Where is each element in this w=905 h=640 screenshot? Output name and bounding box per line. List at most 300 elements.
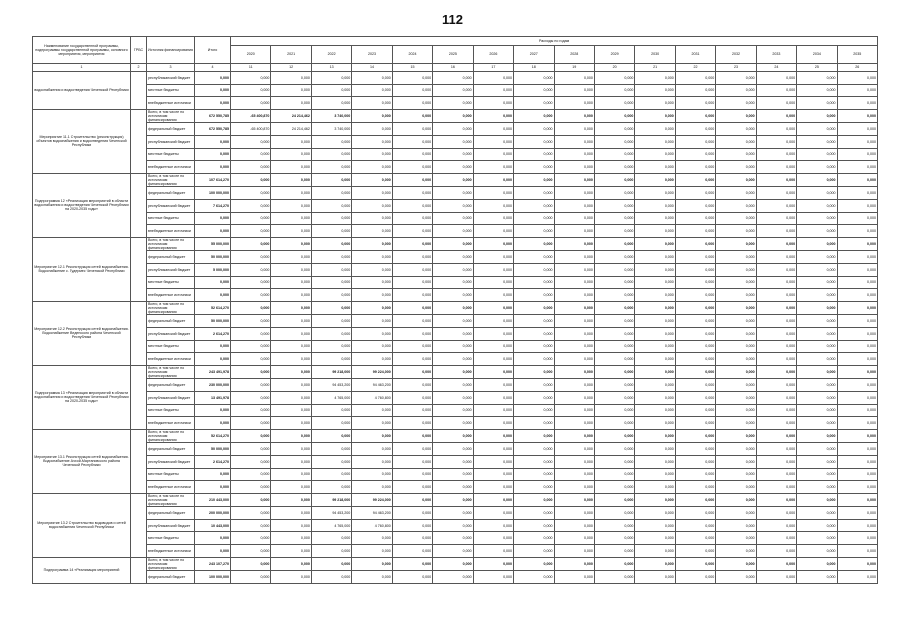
row-year-value: 0,000: [756, 481, 796, 494]
row-year-value: 0,000: [594, 187, 634, 200]
row-total: 243 107,270: [195, 557, 231, 571]
row-year-value: 0,000: [271, 468, 311, 481]
row-year-value: 0,000: [716, 135, 756, 148]
column-number: 3: [147, 64, 195, 72]
row-year-value: 0,000: [392, 481, 432, 494]
row-year-value: -65 400,870: [231, 123, 271, 136]
row-year-value: 0,000: [675, 455, 715, 468]
row-year-value: 0,000: [392, 519, 432, 532]
row-group-name: Подпрограмма 12 «Реализация мероприятий в области водоснабжения и водоотведения Чеченской Республики на 2020-2035 годы»: [33, 173, 131, 237]
row-year-value: 0,000: [675, 84, 715, 97]
row-total: 2 614,270: [195, 455, 231, 468]
row-source: Всего, в том числе по источникам финансирования: [147, 557, 195, 571]
row-year-value: 0,000: [473, 72, 513, 85]
row-year-value: 0,000: [554, 173, 594, 187]
row-year-value: 0,000: [837, 199, 877, 212]
row-year-value: 0,000: [514, 417, 554, 430]
row-year-value: 0,000: [716, 109, 756, 123]
row-year-value: 0,000: [352, 161, 392, 174]
table-row: [33, 571, 878, 584]
row-year-value: 0,000: [514, 429, 554, 443]
row-year-value: 0,000: [352, 532, 392, 545]
row-year-value: 0,000: [756, 187, 796, 200]
row-year-value: 0,000: [797, 263, 837, 276]
row-year-value: 0,000: [756, 429, 796, 443]
row-year-value: 0,000: [675, 340, 715, 353]
row-year-value: 0,000: [352, 72, 392, 85]
row-source: Всего, в том числе по источникам финансирования: [147, 109, 195, 123]
row-year-value: 0,000: [271, 340, 311, 353]
row-year-value: 0,000: [433, 161, 473, 174]
row-year-value: 0,000: [716, 187, 756, 200]
row-year-value: 0,000: [311, 276, 351, 289]
header-year: 2024: [392, 46, 432, 64]
row-year-value: 0,000: [231, 148, 271, 161]
row-year-value: 0,000: [514, 161, 554, 174]
row-year-value: 0,000: [837, 545, 877, 558]
row-year-value: 0,000: [554, 263, 594, 276]
row-total: 0,000: [195, 353, 231, 366]
row-group-name: Мероприятие 12.1 Реконструкция сетей водоснабжения. Водоснабжение с. Гудермес Чеченской Республики: [33, 237, 131, 301]
row-year-value: 0,000: [837, 212, 877, 225]
table-row: [33, 225, 878, 238]
column-number: 20: [594, 64, 634, 72]
row-year-value: 0,000: [473, 251, 513, 264]
row-year-value: 0,000: [392, 532, 432, 545]
row-year-value: 0,000: [837, 340, 877, 353]
row-year-value: 0,000: [231, 443, 271, 456]
row-source: местные бюджеты: [147, 532, 195, 545]
row-year-value: 0,000: [797, 468, 837, 481]
row-year-value: 0,000: [594, 340, 634, 353]
row-year-value: 0,000: [756, 123, 796, 136]
header-numbers-row: [33, 64, 878, 72]
row-year-value: 0,000: [594, 148, 634, 161]
row-year-value: 0,000: [352, 173, 392, 187]
row-year-value: 0,000: [352, 135, 392, 148]
row-year-value: 0,000: [837, 532, 877, 545]
row-total: 2 614,270: [195, 327, 231, 340]
row-year-value: 0,000: [392, 289, 432, 302]
row-year-value: 0,000: [352, 429, 392, 443]
row-year-value: 0,000: [594, 84, 634, 97]
row-year-value: 0,000: [473, 263, 513, 276]
row-year-value: 0,000: [311, 237, 351, 251]
row-year-value: 0,000: [311, 148, 351, 161]
table-row: [33, 263, 878, 276]
row-year-value: 0,000: [594, 455, 634, 468]
row-year-value: 0,000: [837, 251, 877, 264]
row-year-value: 0,000: [675, 417, 715, 430]
row-year-value: 0,000: [554, 532, 594, 545]
row-year-value: 0,000: [392, 507, 432, 520]
row-year-value: 0,000: [514, 84, 554, 97]
row-year-value: 0,000: [311, 353, 351, 366]
row-year-value: 0,000: [716, 276, 756, 289]
row-group-name: Мероприятие 11.1 Строительство (реконструкция) объектов водоснабжения и водоотведения Чеченской Республики: [33, 109, 131, 173]
row-year-value: 0,000: [271, 276, 311, 289]
row-source: местные бюджеты: [147, 468, 195, 481]
row-year-value: 0,000: [392, 173, 432, 187]
table-row: [33, 237, 878, 251]
budget-table-sheet: [32, 36, 878, 640]
row-year-value: 0,000: [635, 429, 675, 443]
header-total: Итого: [195, 37, 231, 64]
row-year-value: 0,000: [433, 199, 473, 212]
table-row: [33, 109, 878, 123]
row-total: 5 000,000: [195, 263, 231, 276]
row-year-value: 0,000: [514, 379, 554, 392]
row-year-value: 0,000: [756, 379, 796, 392]
row-year-value: 0,000: [635, 315, 675, 328]
row-year-value: 99 218,000: [311, 365, 351, 379]
row-grbs: [131, 493, 147, 557]
row-year-value: 0,000: [271, 545, 311, 558]
row-year-value: 0,000: [473, 455, 513, 468]
row-year-value: 0,000: [554, 301, 594, 315]
row-year-value: 0,000: [392, 571, 432, 584]
row-year-value: 0,000: [837, 519, 877, 532]
row-source: внебюджетные источники: [147, 225, 195, 238]
table-row: [33, 315, 878, 328]
row-year-value: 0,000: [352, 545, 392, 558]
row-year-value: 0,000: [635, 532, 675, 545]
row-year-value: 0,000: [554, 417, 594, 430]
row-year-value: 0,000: [756, 493, 796, 507]
row-year-value: 0,000: [514, 507, 554, 520]
row-year-value: 0,000: [594, 353, 634, 366]
row-year-value: 0,000: [675, 109, 715, 123]
row-year-value: 0,000: [635, 340, 675, 353]
row-year-value: 0,000: [756, 404, 796, 417]
row-year-value: 0,000: [716, 199, 756, 212]
row-year-value: 0,000: [837, 276, 877, 289]
row-year-value: 0,000: [594, 557, 634, 571]
row-year-value: 0,000: [231, 135, 271, 148]
row-year-value: 0,000: [473, 429, 513, 443]
row-year-value: 0,000: [352, 327, 392, 340]
row-year-value: 0,000: [473, 109, 513, 123]
row-year-value: 0,000: [635, 417, 675, 430]
row-year-value: 0,000: [514, 109, 554, 123]
row-year-value: 0,000: [675, 315, 715, 328]
row-year-value: 0,000: [514, 365, 554, 379]
row-year-value: 0,000: [231, 263, 271, 276]
row-year-value: 0,000: [231, 379, 271, 392]
row-year-value: 0,000: [433, 148, 473, 161]
row-year-value: 0,000: [433, 379, 473, 392]
column-number: 15: [392, 64, 432, 72]
row-year-value: 0,000: [271, 72, 311, 85]
row-year-value: 0,000: [675, 365, 715, 379]
column-number: 23: [716, 64, 756, 72]
row-source: Всего, в том числе по источникам финансирования: [147, 365, 195, 379]
row-year-value: 0,000: [352, 353, 392, 366]
row-year-value: 0,000: [716, 507, 756, 520]
row-source: Всего, в том числе по источникам финансирования: [147, 237, 195, 251]
row-year-value: 0,000: [756, 72, 796, 85]
row-year-value: 0,000: [433, 225, 473, 238]
row-total: 50 000,000: [195, 315, 231, 328]
row-year-value: 0,000: [594, 391, 634, 404]
row-year-value: 0,000: [797, 532, 837, 545]
table-row: [33, 443, 878, 456]
row-year-value: 0,000: [594, 532, 634, 545]
row-year-value: 0,000: [231, 327, 271, 340]
row-year-value: 0,000: [675, 301, 715, 315]
row-year-value: 0,000: [271, 455, 311, 468]
row-year-value: 0,000: [514, 315, 554, 328]
row-year-value: 0,000: [756, 571, 796, 584]
row-year-value: 0,000: [756, 289, 796, 302]
row-year-value: 0,000: [271, 199, 311, 212]
row-year-value: 0,000: [473, 276, 513, 289]
row-year-value: 94 453,200: [311, 379, 351, 392]
table-row: [33, 276, 878, 289]
row-year-value: 0,000: [311, 557, 351, 571]
row-year-value: 0,000: [837, 109, 877, 123]
row-year-value: 0,000: [514, 353, 554, 366]
row-year-value: 0,000: [473, 545, 513, 558]
row-year-value: 0,000: [514, 481, 554, 494]
row-year-value: 0,000: [311, 455, 351, 468]
row-year-value: 0,000: [433, 507, 473, 520]
row-year-value: 0,000: [837, 301, 877, 315]
row-year-value: 0,000: [756, 161, 796, 174]
row-year-value: 0,000: [675, 72, 715, 85]
row-year-value: 0,000: [635, 289, 675, 302]
row-group-name: Мероприятие 12.2 Реконструкция сетей водоснабжения. Водоснабжение Веденского района Чеченской Республики: [33, 301, 131, 365]
row-year-value: 0,000: [231, 365, 271, 379]
row-year-value: 0,000: [473, 301, 513, 315]
row-total: 0,000: [195, 225, 231, 238]
column-number: 11: [231, 64, 271, 72]
row-year-value: 0,000: [797, 225, 837, 238]
row-year-value: 0,000: [635, 404, 675, 417]
row-year-value: 0,000: [675, 391, 715, 404]
table-row: [33, 493, 878, 507]
row-year-value: 0,000: [352, 225, 392, 238]
row-year-value: 0,000: [594, 507, 634, 520]
row-year-value: 0,000: [837, 455, 877, 468]
row-year-value: 0,000: [271, 289, 311, 302]
row-year-value: 0,000: [231, 289, 271, 302]
row-year-value: 0,000: [231, 301, 271, 315]
row-source: федеральный бюджет: [147, 251, 195, 264]
row-year-value: 0,000: [231, 225, 271, 238]
row-year-value: 0,000: [554, 493, 594, 507]
row-year-value: 0,000: [352, 571, 392, 584]
row-year-value: 0,000: [473, 212, 513, 225]
row-year-value: 0,000: [797, 417, 837, 430]
row-year-value: 3 740,000: [311, 109, 351, 123]
row-source: республиканский бюджет: [147, 72, 195, 85]
row-year-value: 0,000: [594, 135, 634, 148]
row-year-value: 0,000: [433, 315, 473, 328]
row-total: 107 614,270: [195, 173, 231, 187]
row-year-value: 0,000: [635, 84, 675, 97]
row-year-value: 0,000: [271, 173, 311, 187]
row-year-value: 0,000: [635, 493, 675, 507]
row-year-value: 0,000: [231, 493, 271, 507]
table-row: [33, 251, 878, 264]
row-year-value: 99 224,000: [352, 493, 392, 507]
row-year-value: 0,000: [756, 417, 796, 430]
row-year-value: 0,000: [433, 481, 473, 494]
row-year-value: 0,000: [392, 365, 432, 379]
row-total: 243 491,978: [195, 365, 231, 379]
row-year-value: 0,000: [352, 404, 392, 417]
header-year: 2020: [231, 46, 271, 64]
row-year-value: 0,000: [352, 123, 392, 136]
row-year-value: 0,000: [756, 468, 796, 481]
table-row: [33, 84, 878, 97]
row-year-value: 0,000: [797, 84, 837, 97]
row-year-value: 0,000: [675, 173, 715, 187]
header-year: 2034: [797, 46, 837, 64]
header-year: 2022: [311, 46, 351, 64]
page-number: 112: [442, 12, 463, 27]
row-total: 7 614,270: [195, 199, 231, 212]
row-year-value: 0,000: [635, 557, 675, 571]
row-year-value: 0,000: [271, 315, 311, 328]
row-year-value: 0,000: [756, 455, 796, 468]
header-source: Источник финансирования: [147, 37, 195, 64]
row-year-value: 0,000: [837, 557, 877, 571]
row-year-value: 0,000: [675, 468, 715, 481]
row-year-value: 0,000: [797, 173, 837, 187]
row-year-value: 0,000: [473, 571, 513, 584]
row-year-value: 0,000: [635, 481, 675, 494]
row-year-value: 0,000: [797, 135, 837, 148]
row-grbs: [131, 72, 147, 110]
header-years-caption: Расходы по годам: [231, 37, 878, 46]
row-year-value: 0,000: [231, 315, 271, 328]
row-year-value: 0,000: [514, 545, 554, 558]
header-year: 2025: [433, 46, 473, 64]
row-year-value: 0,000: [231, 532, 271, 545]
row-year-value: 0,000: [716, 417, 756, 430]
row-year-value: 0,000: [756, 173, 796, 187]
row-year-value: 0,000: [473, 353, 513, 366]
table-row: [33, 72, 878, 85]
row-year-value: 0,000: [473, 84, 513, 97]
row-year-value: 0,000: [594, 545, 634, 558]
row-year-value: 0,000: [635, 97, 675, 110]
row-total: 0,000: [195, 532, 231, 545]
row-year-value: 0,000: [271, 148, 311, 161]
row-year-value: 0,000: [837, 327, 877, 340]
row-year-value: 0,000: [231, 187, 271, 200]
row-source: местные бюджеты: [147, 212, 195, 225]
table-row: [33, 289, 878, 302]
row-year-value: 0,000: [311, 199, 351, 212]
row-year-value: 0,000: [311, 97, 351, 110]
row-year-value: 0,000: [392, 455, 432, 468]
row-year-value: 0,000: [554, 545, 594, 558]
row-year-value: 0,000: [675, 429, 715, 443]
row-year-value: 0,000: [271, 417, 311, 430]
row-year-value: 0,000: [311, 187, 351, 200]
row-year-value: 0,000: [675, 212, 715, 225]
row-year-value: 0,000: [311, 404, 351, 417]
row-year-value: 0,000: [433, 109, 473, 123]
row-year-value: 0,000: [271, 493, 311, 507]
row-source: местные бюджеты: [147, 404, 195, 417]
row-year-value: 0,000: [837, 135, 877, 148]
table-row: [33, 353, 878, 366]
column-number: 18: [514, 64, 554, 72]
row-year-value: 0,000: [635, 455, 675, 468]
row-year-value: 0,000: [594, 519, 634, 532]
row-year-value: 4 765,000: [311, 391, 351, 404]
budget-table: [32, 36, 878, 584]
row-year-value: 0,000: [231, 353, 271, 366]
row-year-value: 0,000: [837, 468, 877, 481]
row-year-value: 0,000: [352, 212, 392, 225]
row-year-value: 0,000: [554, 199, 594, 212]
row-year-value: 0,000: [473, 123, 513, 136]
row-year-value: 0,000: [271, 161, 311, 174]
row-year-value: 0,000: [756, 212, 796, 225]
row-year-value: 0,000: [675, 571, 715, 584]
row-year-value: 0,000: [231, 251, 271, 264]
row-year-value: 0,000: [231, 97, 271, 110]
row-year-value: 0,000: [756, 148, 796, 161]
row-year-value: 0,000: [433, 429, 473, 443]
row-year-value: 0,000: [594, 212, 634, 225]
row-year-value: 0,000: [635, 263, 675, 276]
row-year-value: 0,000: [594, 289, 634, 302]
row-year-value: 0,000: [716, 557, 756, 571]
row-year-value: 0,000: [473, 289, 513, 302]
row-year-value: 0,000: [271, 237, 311, 251]
row-year-value: 0,000: [756, 391, 796, 404]
row-year-value: 0,000: [675, 161, 715, 174]
row-year-value: 0,000: [635, 109, 675, 123]
row-year-value: 0,000: [756, 97, 796, 110]
row-year-value: 0,000: [675, 187, 715, 200]
row-source: внебюджетные источники: [147, 481, 195, 494]
row-year-value: 0,000: [352, 187, 392, 200]
row-year-value: 0,000: [392, 404, 432, 417]
row-year-value: 0,000: [797, 315, 837, 328]
column-number: 13: [311, 64, 351, 72]
row-source: местные бюджеты: [147, 276, 195, 289]
row-year-value: 0,000: [554, 379, 594, 392]
row-year-value: 0,000: [716, 365, 756, 379]
row-year-value: 0,000: [594, 417, 634, 430]
row-year-value: 0,000: [716, 263, 756, 276]
row-year-value: 0,000: [433, 276, 473, 289]
row-total: 0,000: [195, 161, 231, 174]
row-year-value: 0,000: [392, 109, 432, 123]
row-year-value: 0,000: [716, 84, 756, 97]
row-source: федеральный бюджет: [147, 443, 195, 456]
row-year-value: 0,000: [554, 340, 594, 353]
row-year-value: 0,000: [473, 237, 513, 251]
table-row: [33, 429, 878, 443]
row-year-value: 0,000: [797, 148, 837, 161]
row-source: федеральный бюджет: [147, 315, 195, 328]
row-year-value: 0,000: [675, 507, 715, 520]
row-year-value: 0,000: [352, 289, 392, 302]
row-year-value: 0,000: [716, 123, 756, 136]
row-year-value: 0,000: [837, 443, 877, 456]
row-year-value: 0,000: [514, 557, 554, 571]
row-year-value: 0,000: [716, 532, 756, 545]
row-year-value: 0,000: [716, 225, 756, 238]
